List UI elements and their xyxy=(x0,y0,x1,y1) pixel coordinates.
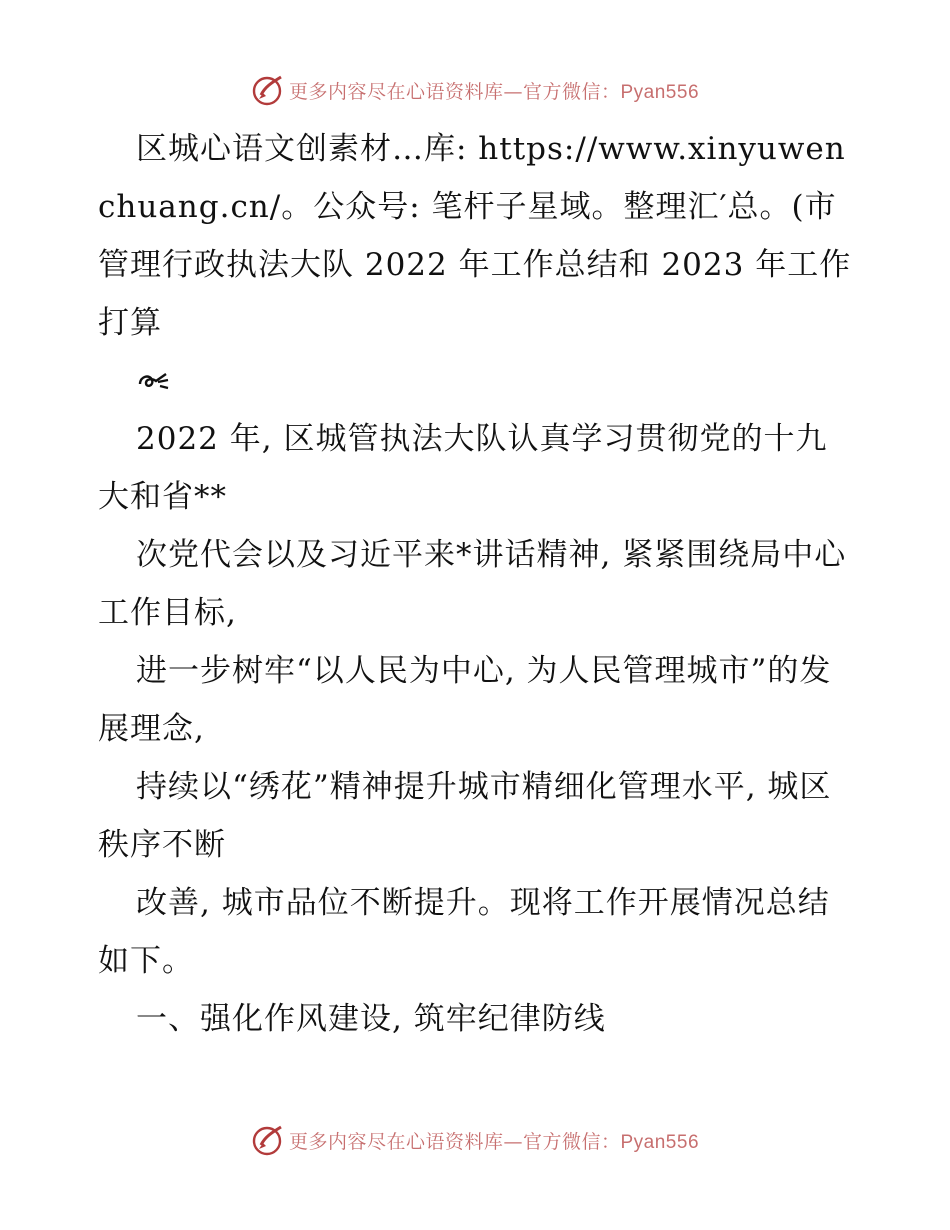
header-contact: Pyan556 xyxy=(620,81,700,103)
header-title: 更多内容尽在心语资料库—官方微信： xyxy=(288,80,621,103)
footer-contact: Pyan556 xyxy=(620,1131,700,1153)
footer-title: 更多内容尽在心语资料库—官方微信： xyxy=(288,1130,621,1153)
ornament-icon xyxy=(98,352,858,410)
pen-logo-icon xyxy=(251,73,285,107)
pen-logo-icon xyxy=(251,1123,285,1157)
header-banner-text xyxy=(289,77,699,104)
paragraph-intro: 区城心语文创素材…库: https://www.xinyuwenchuang.cn/。公众号: 笔杆子星域。整理汇′总。(市管理行政执法大队 2022 年工作总结和 2023 年工作打算 xyxy=(98,131,852,341)
section-heading-1: 一、强化作风建设, 筑牢纪律防线 xyxy=(136,1001,606,1037)
paragraph-4: 持续以“绣花”精神提升城市精细化管理水平, 城区秩序不断 xyxy=(98,769,832,863)
paragraph-5: 改善, 城市品位不断提升。现将工作开展情况总结如下。 xyxy=(98,885,830,979)
header-banner xyxy=(0,70,950,110)
paragraph-2: 次党代会以及习近平来*讲话精神, 紧紧围绕局中心工作目标, xyxy=(98,537,847,631)
document-body xyxy=(98,120,858,1048)
footer-banner-text xyxy=(289,1127,699,1154)
footer-banner xyxy=(0,1120,950,1160)
paragraph-3: 进一步树牢“以人民为中心, 为人民管理城市”的发展理念, xyxy=(98,653,832,747)
paragraph-1: 2022 年, 区城管执法大队认真学习贯彻党的十九大和省** xyxy=(98,421,828,515)
